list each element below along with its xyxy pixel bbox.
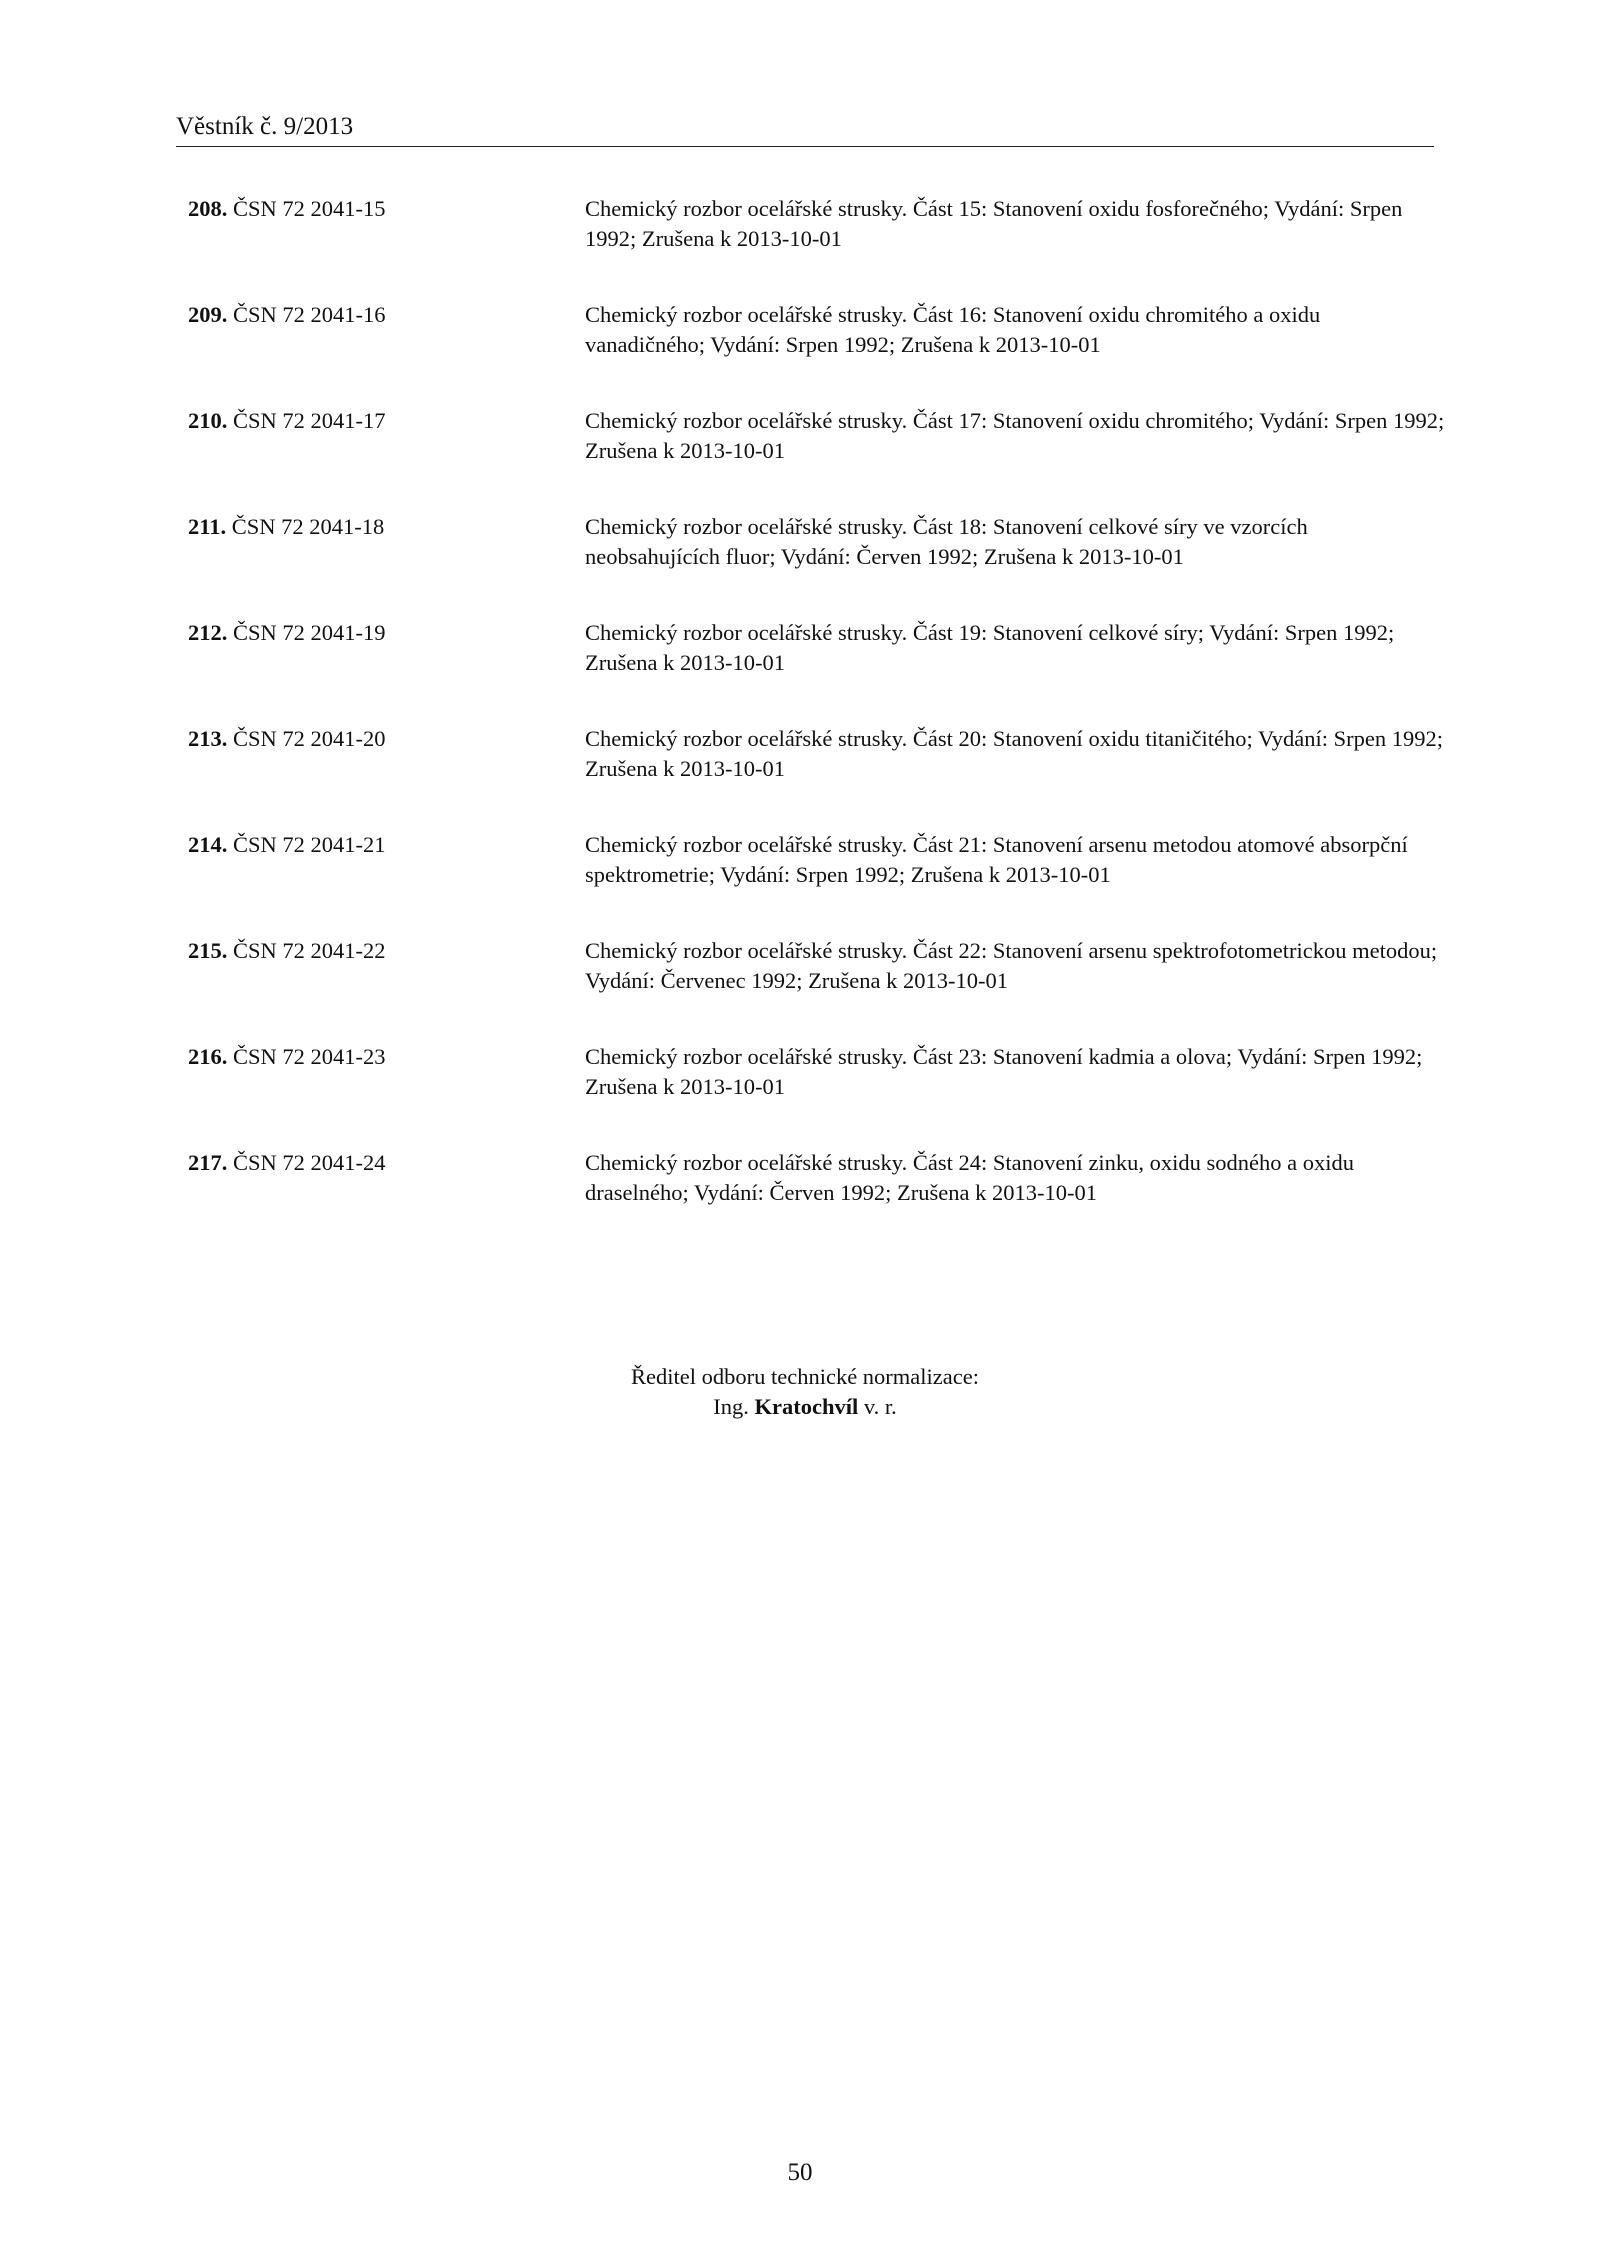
entry-id [188,618,386,648]
list-item [188,194,1436,300]
list-item [188,512,1436,618]
list-item [188,936,1436,1042]
signatory-suffix: v. r. [863,1394,897,1419]
entry-id [188,1148,386,1178]
signatory-name-line [5,1392,1600,1422]
entry-number: 217. [188,1150,228,1175]
entry-description: Chemický rozbor ocelářské strusky. Část 16: Stanovení oxidu chromitého a oxidu vanadičného; Vydání: Srpen 1992; Zrušena k 2013-10-01 [585,302,1321,357]
standards-list [188,194,1445,1254]
standard-code: ČSN 72 2041-20 [233,726,386,751]
standard-code: ČSN 72 2041-18 [231,514,385,539]
entry-description: Chemický rozbor ocelářské strusky. Část 18: Stanovení celkové síry ve vzorcích neobsahujících fluor; Vydání: Červen 1992; Zrušena k 2013-10-01 [585,514,1308,569]
entry-number: 215. [188,938,228,963]
entry-id [188,194,386,224]
entry-id [188,1042,386,1072]
list-item [188,406,1445,512]
signature-block [0,1362,1600,1422]
entry-number: 213. [188,726,228,751]
entry-number: 214. [188,832,228,857]
entry-description: Chemický rozbor ocelářské strusky. Část 24: Stanovení zinku, oxidu sodného a oxidu draselného; Vydání: Červen 1992; Zrušena k 2013-10-01 [585,1150,1355,1205]
entry-description: Chemický rozbor ocelářské strusky. Část 17: Stanovení oxidu chromitého; Vydání: Srpen 1992; Zrušena k 2013-10-01 [585,408,1445,463]
entry-number: 212. [188,620,228,645]
standard-code: ČSN 72 2041-21 [233,832,386,857]
entry-id [188,724,386,754]
list-item [188,1042,1436,1148]
entry-description: Chemický rozbor ocelářské strusky. Část 22: Stanovení arsenu spektrofotometrickou metodou; Vydání: Červenec 1992; Zrušena k 2013-10-01 [585,938,1438,993]
list-item [188,724,1443,830]
entry-number: 210. [188,408,228,433]
entry-id [188,936,386,966]
list-item [188,830,1436,936]
entry-description: Chemický rozbor ocelářské strusky. Část 19: Stanovení celkové síry; Vydání: Srpen 1992; Zrušena k 2013-10-01 [585,620,1395,675]
entry-id [188,406,386,436]
page-header [176,112,1434,147]
standard-code: ČSN 72 2041-15 [233,196,386,221]
signatory-role: Ředitel odboru technické normalizace: [631,1364,979,1389]
entry-id [188,830,386,860]
entry-description: Chemický rozbor ocelářské strusky. Část 20: Stanovení oxidu titaničitého; Vydání: Srpen 1992; Zrušena k 2013-10-01 [585,726,1443,781]
list-item [188,618,1436,724]
entry-number: 209. [188,302,228,327]
list-item [188,300,1436,406]
signatory-name: Kratochvíl [754,1394,859,1419]
standard-code: ČSN 72 2041-22 [233,938,386,963]
standard-code: ČSN 72 2041-19 [233,620,386,645]
page-number: 50 [787,2159,813,2186]
entry-description: Chemický rozbor ocelářské strusky. Část 21: Stanovení arsenu metodou atomové absorpční spektrometrie; Vydání: Srpen 1992; Zrušena k 2013-10-01 [585,832,1408,887]
publication-title: Věstník č. 9/2013 [176,113,354,140]
signatory-title: Ing. [713,1394,749,1419]
standard-code: ČSN 72 2041-17 [233,408,386,433]
standard-code: ČSN 72 2041-24 [233,1150,386,1175]
entry-description: Chemický rozbor ocelářské strusky. Část 15: Stanovení oxidu fosforečného; Vydání: Srpen 1992; Zrušena k 2013-10-01 [585,196,1403,251]
standard-code: ČSN 72 2041-23 [233,1044,386,1069]
entry-number: 208. [188,196,228,221]
entry-description: Chemický rozbor ocelářské strusky. Část 23: Stanovení kadmia a olova; Vydání: Srpen 1992; Zrušena k 2013-10-01 [585,1044,1423,1099]
entry-id [188,300,386,330]
entry-number: 216. [188,1044,228,1069]
entry-id [188,512,384,542]
entry-number: 211. [188,514,227,539]
list-item [188,1148,1436,1254]
standard-code: ČSN 72 2041-16 [233,302,386,327]
